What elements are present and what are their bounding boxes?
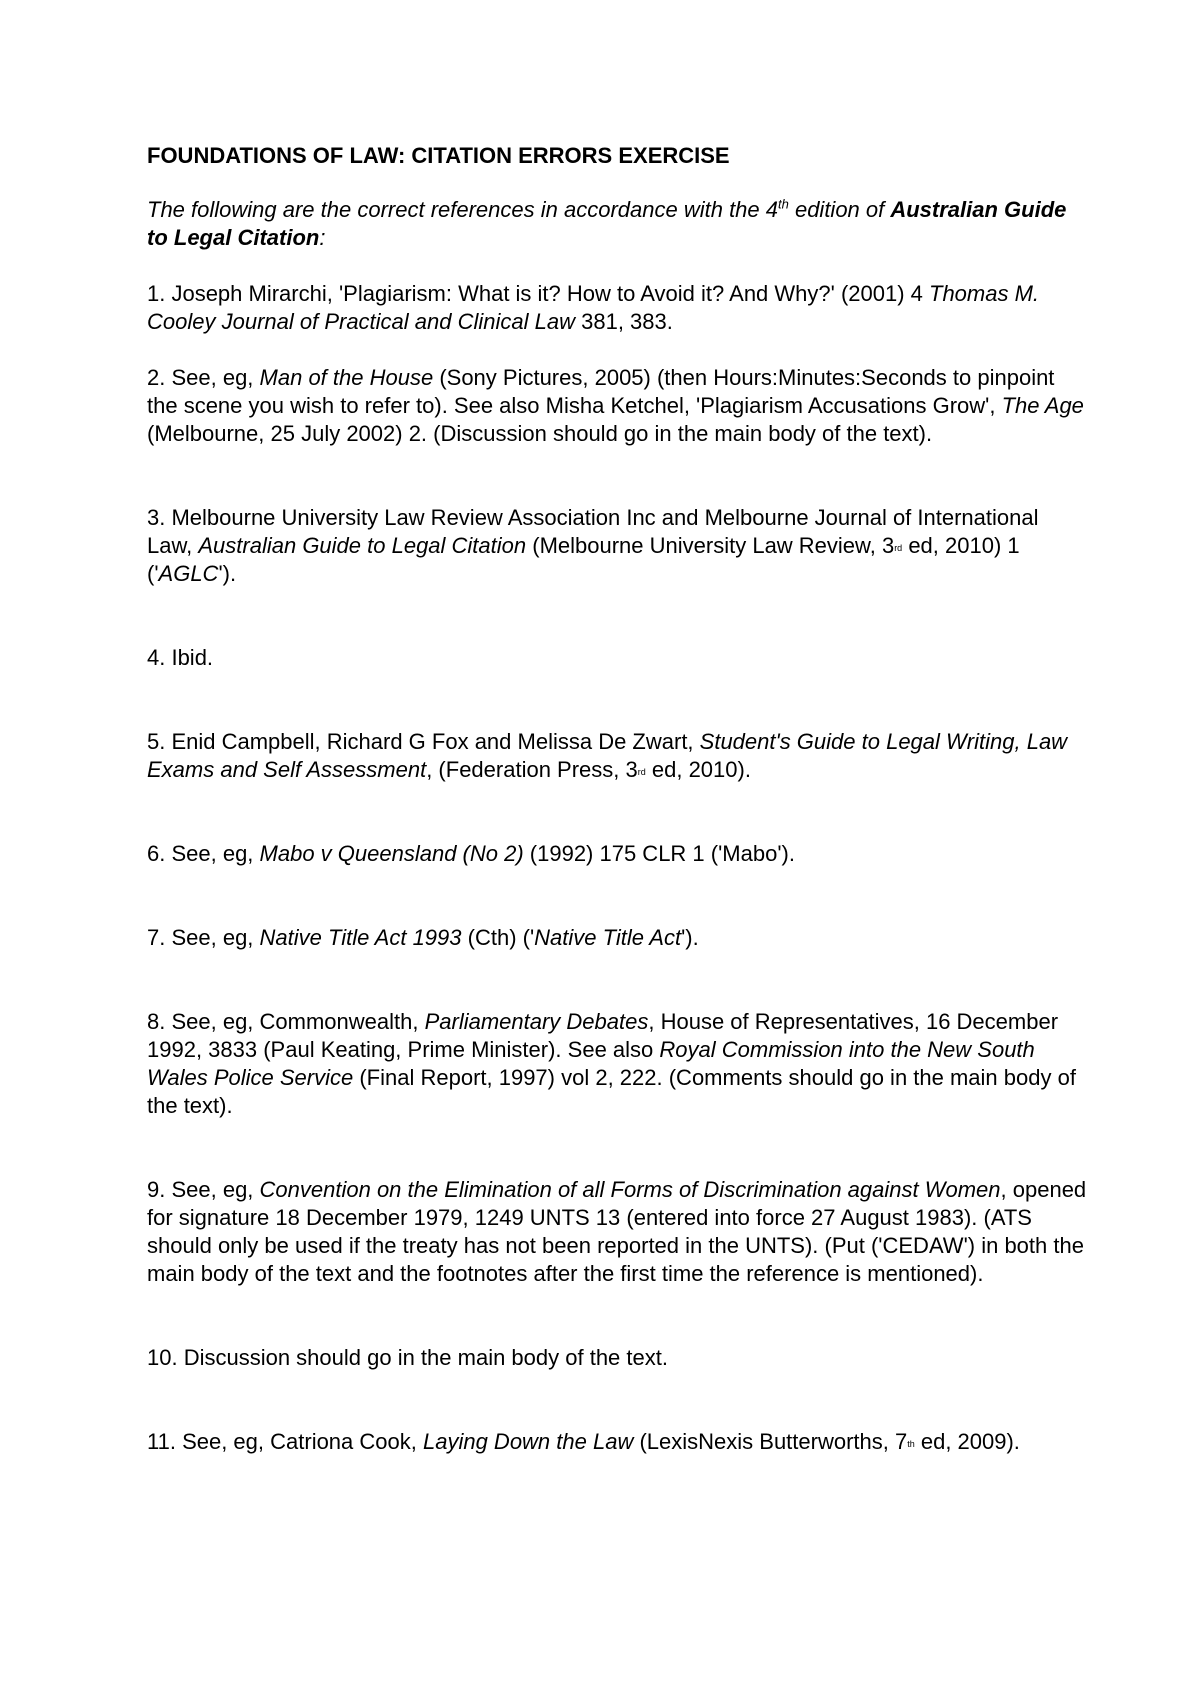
entry-text: 6. See, eg, [147,841,260,866]
entry-text: 11. See, eg, Catriona Cook, [147,1429,423,1454]
intro-paragraph [147,196,1087,252]
entry-text: (Melbourne, 25 July 2002) 2. (Discussion should go in the main body of the text). [147,421,933,446]
document-title: FOUNDATIONS OF LAW: CITATION ERRORS EXERCISE [147,143,730,168]
entry-text: (LexisNexis Butterworths, 7 [633,1429,908,1454]
citation-entry-4 [147,644,1087,672]
entry-text: 9. See, eg, [147,1177,260,1202]
entry-italic: Convention on the Elimination of all Forms of Discrimination against Women [259,1177,1001,1202]
entry-text: 4. Ibid. [147,645,214,670]
intro-bold-title: Australian Guide to Legal Citation [147,197,1067,250]
entry-text: 8. See, eg, Commonwealth, [147,1009,425,1034]
entry-text: (Sony Pictures, 2005) (then Hours:Minutes:Seconds to pinpoint the scene you wish to refer to). See also Misha Ketchel, 'Plagiarism Accusations Grow', [147,365,1055,418]
entry-italic: Parliamentary Debates [424,1009,649,1034]
entry-text: , opened for signature 18 December 1979, 1249 UNTS 13 (entered into force 27 August 1983). (ATS should only be used if the treaty has not been reported in the UNTS). (Put ('CEDAW') in both the main body of the text and the footnotes after the first time the reference is mentioned). [147,1177,1087,1286]
intro-text: The following are the correct references in accordance with the 4 [147,197,778,222]
entry-italic: Laying Down the Law [422,1429,634,1454]
citation-entry-8 [147,1008,1087,1120]
citation-entry-11 [147,1428,1087,1456]
intro-text: : [319,225,326,250]
entry-italic: Thomas M. Cooley Journal of Practical and Clinical Law [147,281,1040,334]
citation-entry-3 [147,504,1087,588]
citation-entry-10 [147,1344,1087,1372]
citation-entry-7 [147,924,1087,952]
entry-text: 3. Melbourne University Law Review Association Inc and Melbourne Journal of International Law, [147,505,1039,558]
entry-italic: Mabo v Queensland (No 2) [259,841,524,866]
citation-entry-2 [147,364,1087,448]
entry-italic: AGLC [158,561,219,586]
document-page [147,142,1087,1456]
intro-superscript: th [778,196,789,212]
citation-entry-6 [147,840,1087,868]
entry-superscript: rd [894,543,903,553]
entry-text: '). [681,925,699,950]
entry-text: ed, 2010) 1 (' [147,533,1020,586]
entry-text: 381, 383. [575,309,673,334]
entry-text: , (Federation Press, 3 [426,757,638,782]
entry-italic: Royal Commission into the New South Wales Police Service [147,1037,1035,1090]
entry-text: (Final Report, 1997) vol 2, 222. (Comments should go in the main body of the text). [147,1065,1076,1118]
entry-text: '). [218,561,237,586]
entry-text: ed, 2009). [914,1429,1020,1454]
entry-superscript: th [907,1439,915,1449]
entry-italic: The Age [1001,393,1084,418]
entry-text: , House of Representatives, 16 December 1992, 3833 (Paul Keating, Prime Minister). See also [147,1009,1059,1062]
entry-text: 7. See, eg, [147,925,260,950]
entry-italic: Native Title Act [534,925,682,950]
entry-superscript: rd [637,767,646,777]
citation-entry-9 [147,1176,1087,1288]
entry-italic: Native Title Act 1993 [259,925,462,950]
entry-text: 1. Joseph Mirarchi, 'Plagiarism: What is it? How to Avoid it? And Why?' (2001) 4 [147,281,929,306]
entry-text: 5. Enid Campbell, Richard G Fox and Melissa De Zwart, [147,729,700,754]
entry-italic: Australian Guide to Legal Citation [198,533,527,558]
entry-text: (Melbourne University Law Review, 3 [526,533,895,558]
entry-text: 2. See, eg, [147,365,260,390]
entry-text: 10. Discussion should go in the main body of the text. [147,1345,668,1370]
entry-text: ed, 2010). [645,757,751,782]
citation-entry-1 [147,280,1087,336]
intro-text: edition of [788,197,891,222]
entry-text: (1992) 175 CLR 1 ('Mabo'). [523,841,795,866]
citation-entry-5 [147,728,1087,784]
entry-italic: Man of the House [259,365,434,390]
entry-text: (Cth) (' [461,925,535,950]
entry-italic: Student's Guide to Legal Writing, Law Exams and Self Assessment [147,729,1068,782]
